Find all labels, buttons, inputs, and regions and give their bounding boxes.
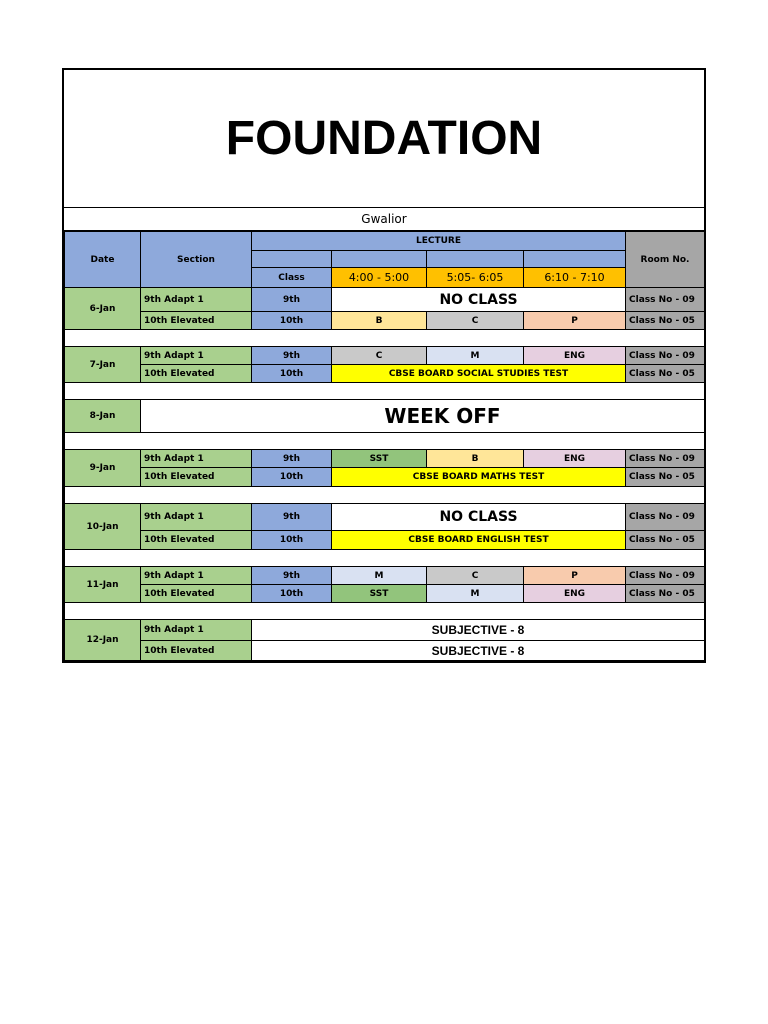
header-blank bbox=[427, 251, 524, 268]
class-cell: 9th bbox=[252, 288, 332, 312]
class-cell: 10th bbox=[252, 365, 332, 383]
date-cell: 9-Jan bbox=[65, 450, 141, 487]
section-cell: 9th Adapt 1 bbox=[141, 288, 252, 312]
room-cell: Class No - 09 bbox=[626, 347, 705, 365]
header-slot: 4:00 - 5:00 bbox=[332, 268, 427, 288]
subject-cell: B bbox=[332, 312, 427, 330]
spacer-row bbox=[65, 330, 705, 347]
class-cell: 10th bbox=[252, 312, 332, 330]
spacer-row bbox=[65, 550, 705, 567]
class-cell: 9th bbox=[252, 504, 332, 531]
section-cell: 10th Elevated bbox=[141, 641, 252, 661]
test-cell: CBSE BOARD ENGLISH TEST bbox=[332, 531, 626, 550]
header-class: Class bbox=[252, 268, 332, 288]
header-date: Date bbox=[65, 232, 141, 288]
section-cell: 9th Adapt 1 bbox=[141, 450, 252, 468]
room-cell: Class No - 05 bbox=[626, 312, 705, 330]
room-cell: Class No - 09 bbox=[626, 504, 705, 531]
header-blank bbox=[332, 251, 427, 268]
header-blank bbox=[252, 251, 332, 268]
schedule-table bbox=[64, 231, 705, 661]
class-cell: 10th bbox=[252, 468, 332, 487]
subject-cell: ENG bbox=[524, 450, 626, 468]
section-cell: 9th Adapt 1 bbox=[141, 504, 252, 531]
subject-cell: C bbox=[427, 312, 524, 330]
subjective-cell: SUBJECTIVE - 8 bbox=[252, 620, 705, 641]
header-slot: 5:05- 6:05 bbox=[427, 268, 524, 288]
date-cell: 10-Jan bbox=[65, 504, 141, 550]
header-section: Section bbox=[141, 232, 252, 288]
date-cell: 12-Jan bbox=[65, 620, 141, 661]
section-cell: 9th Adapt 1 bbox=[141, 347, 252, 365]
class-cell: 9th bbox=[252, 347, 332, 365]
header-lecture: LECTURE bbox=[252, 232, 626, 251]
subject-cell: C bbox=[332, 347, 427, 365]
room-cell: Class No - 09 bbox=[626, 450, 705, 468]
header-blank bbox=[524, 251, 626, 268]
date-cell: 11-Jan bbox=[65, 567, 141, 603]
test-cell: CBSE BOARD SOCIAL STUDIES TEST bbox=[332, 365, 626, 383]
section-cell: 10th Elevated bbox=[141, 365, 252, 383]
subject-cell: M bbox=[332, 567, 427, 585]
subject-cell: SST bbox=[332, 450, 427, 468]
spacer-row bbox=[65, 433, 705, 450]
section-cell: 10th Elevated bbox=[141, 312, 252, 330]
header-slot: 6:10 - 7:10 bbox=[524, 268, 626, 288]
subject-cell: M bbox=[427, 585, 524, 603]
subject-cell: B bbox=[427, 450, 524, 468]
section-cell: 10th Elevated bbox=[141, 531, 252, 550]
subject-cell: SST bbox=[332, 585, 427, 603]
section-cell: 10th Elevated bbox=[141, 468, 252, 487]
subject-cell: ENG bbox=[524, 585, 626, 603]
class-cell: 10th bbox=[252, 585, 332, 603]
spacer-row bbox=[65, 603, 705, 620]
subject-cell: C bbox=[427, 567, 524, 585]
subject-cell: ENG bbox=[524, 347, 626, 365]
weekoff-cell: WEEK OFF bbox=[141, 400, 705, 433]
class-cell: 9th bbox=[252, 450, 332, 468]
timetable-sheet bbox=[62, 68, 706, 663]
room-cell: Class No - 05 bbox=[626, 585, 705, 603]
date-cell: 7-Jan bbox=[65, 347, 141, 383]
room-cell: Class No - 05 bbox=[626, 365, 705, 383]
page-title: FOUNDATION bbox=[64, 70, 704, 208]
date-cell: 6-Jan bbox=[65, 288, 141, 330]
merged-cell: NO CLASS bbox=[332, 504, 626, 531]
room-cell: Class No - 09 bbox=[626, 288, 705, 312]
subject-cell: P bbox=[524, 312, 626, 330]
header-room: Room No. bbox=[626, 232, 705, 288]
subjective-cell: SUBJECTIVE - 8 bbox=[252, 641, 705, 661]
spacer-row bbox=[65, 487, 705, 504]
section-cell: 9th Adapt 1 bbox=[141, 620, 252, 641]
location-label: Gwalior bbox=[64, 208, 704, 231]
section-cell: 9th Adapt 1 bbox=[141, 567, 252, 585]
subject-cell: M bbox=[427, 347, 524, 365]
room-cell: Class No - 09 bbox=[626, 567, 705, 585]
spacer-row bbox=[65, 383, 705, 400]
test-cell: CBSE BOARD MATHS TEST bbox=[332, 468, 626, 487]
room-cell: Class No - 05 bbox=[626, 531, 705, 550]
section-cell: 10th Elevated bbox=[141, 585, 252, 603]
merged-cell: NO CLASS bbox=[332, 288, 626, 312]
class-cell: 10th bbox=[252, 531, 332, 550]
class-cell: 9th bbox=[252, 567, 332, 585]
date-cell: 8-Jan bbox=[65, 400, 141, 433]
room-cell: Class No - 05 bbox=[626, 468, 705, 487]
subject-cell: P bbox=[524, 567, 626, 585]
